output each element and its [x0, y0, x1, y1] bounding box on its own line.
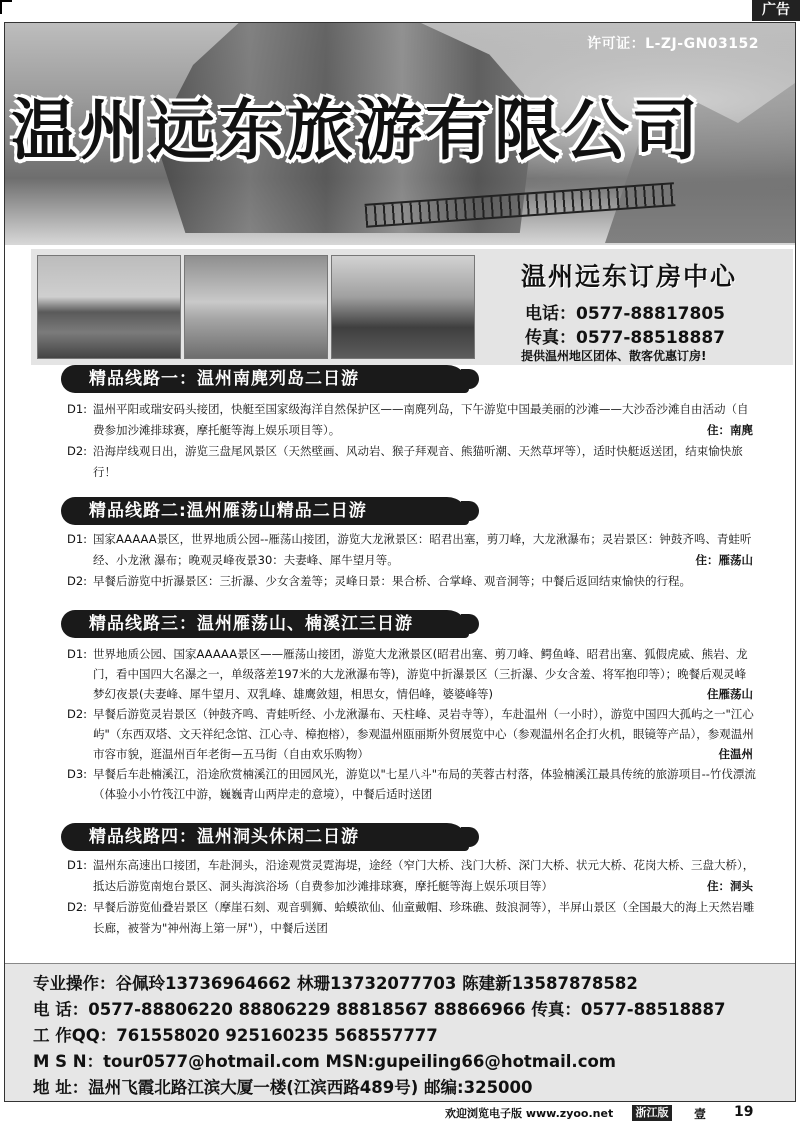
- itinerary-day: [67, 897, 757, 939]
- day-text: 早餐后车赴楠溪江，沿途欣赏楠溪江的田园风光，游览以"七星八斗"布局的芙蓉古村落，体验楠溪江最具传统的旅游项目--竹伐漂流（体验小小竹筏江中游，巍巍青山两岸走的意境），中餐后适时送团: [93, 767, 756, 801]
- rock-peak-photo: [331, 255, 475, 359]
- stay-location: 住温州: [718, 747, 753, 761]
- day-label: D1:: [67, 647, 88, 661]
- route-2-itinerary: [67, 529, 757, 592]
- booking-strip: [31, 249, 793, 365]
- day-text: 国家AAAAA景区，世界地质公园--雁荡山接团，游览大龙湫景区：昭君出塞，剪刀峰，大龙湫瀑布；灵岩景区：钟鼓齐鸣、青蛙听经、小龙湫 瀑布；晚观灵峰夜景30：夫妻峰、犀牛望月等。: [93, 532, 752, 567]
- itinerary-day: [67, 855, 757, 897]
- itinerary-day: [67, 441, 757, 483]
- page-footer: [0, 1103, 800, 1123]
- day-label: D2:: [67, 900, 88, 914]
- village-photo: [37, 255, 181, 359]
- hero-banner: [5, 23, 795, 245]
- day-label: D1:: [67, 858, 88, 872]
- msn-line: M S N：tour0577@hotmail.com MSN:gupeiling66@hotmail.com: [33, 1052, 617, 1071]
- route-3-title: 精品线路三：温州雁荡山、楠溪江三日游: [61, 610, 469, 638]
- day-label: D1:: [67, 402, 88, 416]
- route-1-itinerary: [67, 399, 757, 483]
- contact-block: [5, 963, 795, 1102]
- day-text: 沿海岸线观日出，游览三盘尾风景区（天然壁画、风动岩、猴子拜观音、熊猫听潮、天然草坪等），适时快艇返送团，结束愉快旅行！: [93, 444, 743, 479]
- river-rafting-photo: [184, 255, 328, 359]
- route-4-title: 精品线路四：温州洞头休闲二日游: [61, 823, 469, 851]
- day-text: 早餐后游览仙叠岩景区（摩崖石刻、观音驯狮、蛤蟆欲仙、仙童戴帽、珍珠礁、鼓浪洞等），半屏山景区（全国最大的海上天然岩雕长廊，被誉为"神州海上第一屏"），中餐后送团: [93, 900, 755, 935]
- license-number: 许可证：L-ZJ-GN03152: [587, 36, 759, 52]
- booking-fax: 传真：0577-88518887: [525, 328, 725, 348]
- day-label: D1:: [67, 532, 88, 546]
- page-number: 19: [734, 1104, 754, 1120]
- itinerary-day: [67, 571, 757, 592]
- day-text: 世界地质公园、国家AAAAA景区——雁荡山接团，游览大龙湫景区(昭君出塞、剪刀峰、鳄鱼峰、昭君出塞、狐假虎威、熊岩、龙门，看中国四大名瀑之一，单级落差197米的大龙湫瀑布等)，游览中折瀑景区（三折瀑、少女含羞、将军抱印等）；晚餐后观灵峰梦幻夜景(夫妻峰、犀牛望月、双乳峰、雄鹰敛翅，相思女，情侣峰，婆婆峰等): [93, 647, 748, 701]
- qq-line: 工 作QQ：761558020 925160235 568557777: [33, 1026, 438, 1045]
- phone-line: 电 话：0577-88806220 88806229 88818567 88866966 传真：0577-88518887: [33, 1000, 726, 1019]
- stay-location: 住：雁荡山: [695, 553, 753, 567]
- operators-line: 专业操作：谷佩玲13736964662 林珊13732077703 陈建新13587878582: [33, 974, 638, 993]
- route-1-title: 精品线路一：温州南麂列岛二日游: [61, 365, 469, 393]
- edition-badge: 浙江版: [632, 1105, 672, 1121]
- advertisement-page: [4, 22, 796, 1102]
- route-4-itinerary: [67, 855, 757, 939]
- company-name: 温州远东旅游有限公司: [11, 91, 701, 169]
- day-text: 早餐后游览灵岩景区（钟鼓齐鸣、青蛙听经、小龙湫瀑布、天柱峰、灵岩寺等），车赴温州（一小时），游览中国四大孤屿之一"江心屿"（东西双塔、文天祥纪念馆、江心寺、樟抱榕），参观温州瓯丽斯外贸展览中心（参观温州名企打火机，眼镜等产品），参观温州市容市貌，逛温州百年老街—五马街（自由欢乐购物）: [93, 707, 754, 761]
- stay-location: 住：南麂: [707, 423, 753, 437]
- day-label: D2:: [67, 574, 88, 588]
- day-text: 早餐后游览中折瀑景区：三折瀑、少女含羞等；灵峰日景：果合桥、合掌峰、观音洞等；中餐后返回结束愉快的行程。: [93, 574, 691, 588]
- stay-location: 住：洞头: [707, 879, 753, 893]
- booking-center-title: 温州远东订房中心: [521, 262, 738, 291]
- route-3-itinerary: [67, 644, 757, 804]
- booking-note: 提供温州地区团体、散客优惠订房!: [521, 349, 707, 363]
- day-label: D2:: [67, 444, 88, 458]
- itinerary-day: [67, 529, 757, 571]
- crop-mark: [0, 0, 12, 14]
- booking-phone: 电话：0577-88817805: [525, 304, 725, 324]
- address-line: 地 址：温州飞霞北路江滨大厦一楼(江滨西路489号) 邮编:325000: [33, 1078, 533, 1097]
- stay-location: 住雁荡山: [707, 687, 753, 701]
- day-label: D3:: [67, 767, 88, 781]
- day-label: D2:: [67, 707, 88, 721]
- itinerary-day: [67, 644, 757, 704]
- day-text: 温州平阳或瑞安码头接团，快艇至国家级海洋自然保护区——南麂列岛，下午游览中国最美丽的沙滩——大沙岙沙滩自由活动（自费参加沙滩排球赛，摩托艇等海上娱乐项目等）。: [93, 402, 749, 437]
- ad-label: 广告: [752, 0, 800, 21]
- itinerary-day: [67, 704, 757, 764]
- day-text: 温州东高速出口接团，车赴洞头，沿途观赏灵霓海堤，途经（窄门大桥、浅门大桥、深门大桥、状元大桥、花岗大桥、三盘大桥），抵达后游览南炮台景区、洞头海滨浴场（自费参加沙滩排球赛，摩托艇等海上娱乐项目等）: [93, 858, 755, 893]
- edition-label: 壹: [694, 1107, 707, 1121]
- itinerary-day: [67, 764, 757, 804]
- website-note: 欢迎浏览电子版 www.zyoo.net: [445, 1107, 614, 1120]
- itinerary-day: [67, 399, 757, 441]
- route-2-title: 精品线路二:温州雁荡山精品二日游: [61, 497, 469, 525]
